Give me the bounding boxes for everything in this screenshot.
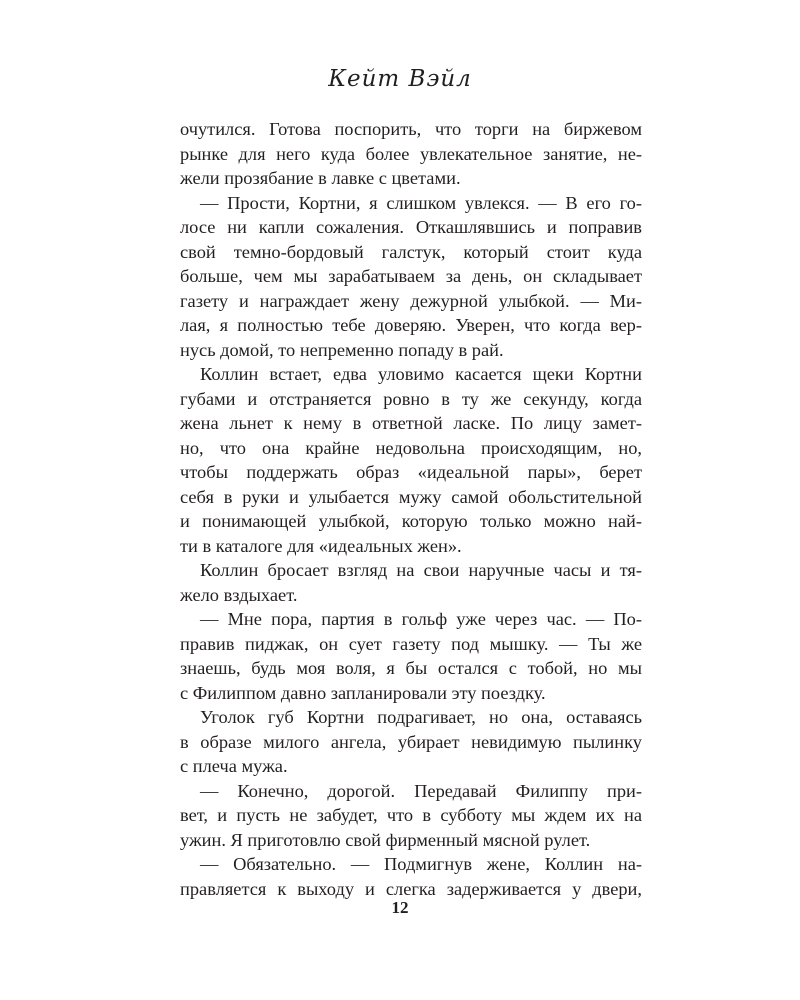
- text-line: с плеча мужа.: [180, 756, 288, 776]
- text-line: Коллин бросает взгляд на свои наручные часы и тя-: [200, 560, 642, 580]
- text-line: — Мне пора, партия в гольф уже через час. — По-: [200, 609, 642, 629]
- text-line: знаешь, будь моя воля, я бы остался с тобой, но мы: [180, 658, 642, 678]
- text-line: лая, я полностью тебе доверяю. Уверен, что когда вер-: [180, 315, 642, 335]
- text-line: — Прости, Кортни, я слишком увлекся. — В его го-: [200, 192, 642, 213]
- running-header-author: Кейт Вэйл: [328, 66, 472, 92]
- text-line: себя в руки и улыбается мужу самой обольстительной: [180, 486, 642, 507]
- text-line: свой темно-бордовый галстук, который стоит куда: [180, 241, 642, 262]
- text-line: правляется к выходу и слегка задерживается у двери,: [180, 878, 642, 899]
- text-line: — Конечно, дорогой. Передавай Филиппу при-: [200, 780, 642, 801]
- text-line: и понимающей улыбкой, которую только можно най-: [180, 511, 642, 531]
- text-line: жело вздыхает.: [180, 584, 298, 605]
- text-line: губами и отстраняется ровно в ту же секунду, когда: [180, 388, 642, 409]
- text-line: жена льнет к нему в ответной ласке. По лицу замет-: [180, 413, 642, 433]
- text-line: ти в каталоге для «идеальных жен».: [180, 535, 462, 556]
- text-line: рынке для него куда более увлекательное занятие, не-: [180, 143, 642, 164]
- text-line: — Обязательно. — Подмигнув жене, Коллин на-: [200, 854, 642, 874]
- text-line: правив пиджак, он сует газету под мышку. — Ты же: [180, 633, 642, 654]
- text-line: очутился. Готова поспорить, что торги на биржевом: [180, 119, 642, 139]
- text-line: жели прозябание в лавке с цветами.: [180, 168, 461, 188]
- text-line: Коллин встает, едва уловимо касается щеки Кортни: [200, 364, 642, 384]
- text-line: но, что она крайне недовольна происходящим, но,: [180, 437, 642, 458]
- text-line: газету и награждает жену дежурной улыбкой. — Ми-: [180, 290, 642, 311]
- text-line: лосе ни капли сожаления. Откашлявшись и поправив: [180, 217, 642, 237]
- text-line: ужин. Я приготовлю свой фирменный мясной рулет.: [180, 829, 591, 850]
- text-line: больше, чем мы зарабатываем за день, он складывает: [180, 266, 642, 286]
- text-line: нусь домой, то непременно попаду в рай.: [180, 339, 504, 360]
- text-line: в образе милого ангела, убирает невидимую пылинку: [180, 731, 642, 752]
- text-line: чтобы поддержать образ «идеальной пары», берет: [180, 462, 642, 482]
- body-text: [180, 117, 642, 901]
- text-line: с Филиппом давно запланировали эту поездку.: [180, 682, 546, 703]
- text-line: вет, и пусть не забудет, что в субботу мы ждем их на: [180, 805, 642, 825]
- page-number: 12: [391, 898, 409, 917]
- text-line: Уголок губ Кортни подрагивает, но она, оставаясь: [200, 707, 642, 727]
